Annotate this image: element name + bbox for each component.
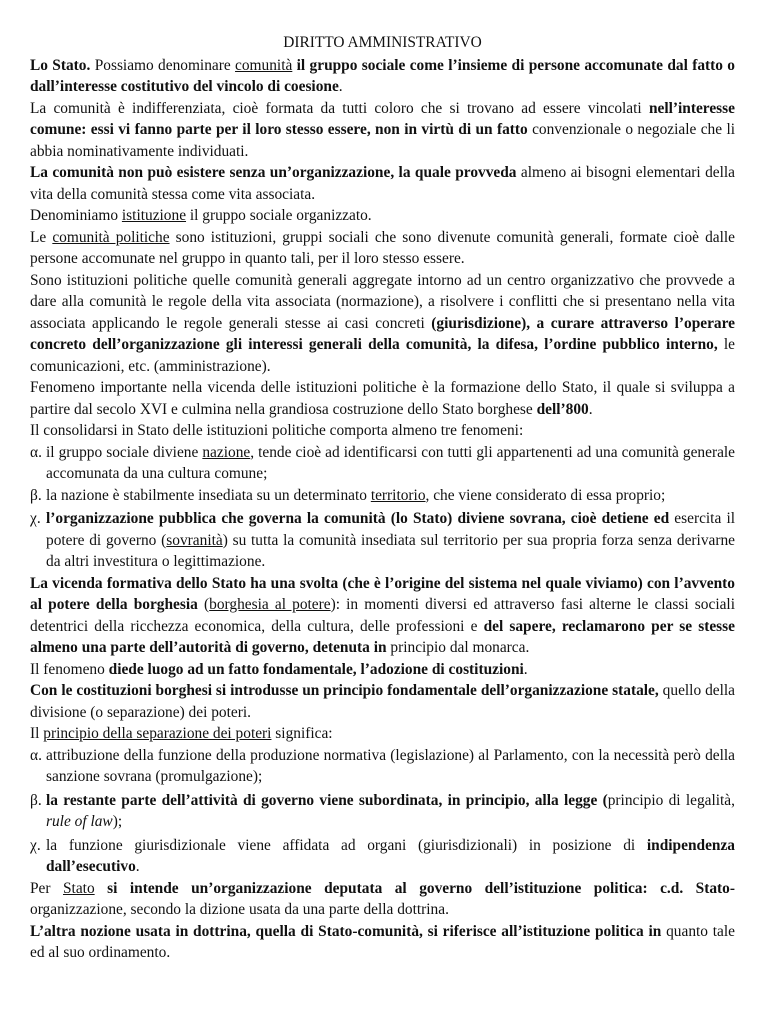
list-item-text [46, 485, 735, 507]
list-item-text [46, 442, 735, 485]
bold-run: Con le costituzioni borghesi si introdusse un principio fondamentale dell’organizzazione statale, [30, 682, 659, 699]
text-run: organizzazione, secondo la dizione usata da una parte della dottrina. [30, 901, 449, 918]
paragraph-costituzioni [30, 659, 735, 681]
paragraph-istituzione [30, 205, 735, 227]
text-run: Il [30, 725, 44, 742]
list-item-text [46, 835, 735, 878]
text-run: Fenomeno importante nella vicenda delle istituzioni politiche è la formazione dello Stato, il quale si sviluppa a partire dal secolo XVI e culmina nella grandiosa costruzione dello Stato borghese [30, 379, 735, 418]
list-item [30, 508, 735, 573]
list-marker: χ. [30, 510, 41, 527]
text-run: quanto tale ed al suo ordinamento. [30, 922, 735, 961]
text-run: principio di legalità, [607, 791, 735, 809]
underlined-term: principio della separazione dei poteri [43, 725, 272, 742]
paragraph-stato-comunita [30, 921, 735, 964]
list-item [30, 835, 735, 878]
text-run: Le [30, 228, 53, 246]
paragraph-stato-organizzazione [30, 878, 735, 921]
text-run: ); [112, 813, 123, 830]
bold-run: l’organizzazione pubblica che governa la comunità (lo Stato) diviene sovrana, cioè detiene ed [46, 510, 670, 527]
text-run: esercita il potere di governo ( [46, 510, 735, 549]
text-run: . [523, 660, 528, 678]
text-run: ( [197, 596, 210, 613]
underlined-term: Stato [63, 879, 95, 897]
paragraph-principio-separazione [30, 723, 735, 745]
list-item-text [46, 790, 735, 833]
text-run: la nazione è stabilmente insediata su un determinato [46, 486, 371, 504]
text-run: , tende cioè ad identificarsi con tutti gli appartenenti ad una comunità generale accomunata da una cultura comune; [46, 443, 736, 482]
list-marker: α. [30, 746, 42, 764]
underlined-term: territorio [370, 486, 426, 504]
bold-run: dell’800 [536, 400, 589, 418]
paragraph-formazione-stato [30, 377, 735, 420]
underlined-term: comunità [235, 56, 293, 74]
list-item [30, 745, 735, 788]
bold-run: del sapere, reclamarono per se stesse almeno una parte dell’autorità di governo, detenuta in [30, 617, 735, 656]
list-item [30, 790, 735, 833]
bold-run: L’altra nozione usata in dottrina, quella di Stato-comunità, si riferisce all’istituzione politica in [30, 922, 662, 940]
bold-run: si intende un’organizzazione deputata al governo dell’istituzione politica: c.d. Stato- [94, 879, 735, 897]
underlined-term: comunità politiche [52, 228, 170, 246]
list-fenomeni [30, 442, 735, 573]
text-run: la funzione giurisdizionale viene affidata ad organi (giurisdizionali) in posizione di [46, 836, 647, 854]
text-run: convenzionale o negoziale che li abbia nominativamente individuati. [30, 121, 735, 160]
list-item [30, 485, 735, 507]
text-run: il gruppo sociale organizzato. [186, 207, 372, 224]
bold-run: La vicenda formativa dello Stato ha una svolta (che è l’origine del sistema nel quale viviamo) con l’avvento al potere della borghesia [30, 574, 735, 613]
text-run: sono istituzioni, gruppi sociali che sono divenute comunità generali, formate cioè dalle persone accomunate nel gruppo in quanto tali, per il loro stesso essere. [30, 228, 735, 267]
text-run: significa: [271, 725, 333, 742]
text-run: Denominiamo [30, 207, 122, 224]
text-run: ) su tutta la comunità insediata sul territorio per sua propria forza senza derivarne da altri investitura o legittimazione. [46, 531, 736, 570]
text-run: principio dal monarca. [386, 639, 530, 656]
list-item-text: attribuzione della funzione della produzione normativa (legislazione) al Parlamento, con la necessità però della sanzione sovrana (promulgazione); [46, 746, 735, 785]
text-run: Per [30, 879, 63, 897]
underlined-term: sovranità [166, 531, 223, 549]
text-run: le comunicazioni, etc. (amministrazione). [30, 336, 735, 375]
text-run: ): in momenti diversi ed attraverso fasi alterne le classi sociali detentrici della ricchezza economica, della cultura, delle professioni e [30, 596, 735, 635]
document-title: DIRITTO AMMINISTRATIVO [283, 34, 482, 51]
paragraph-divisione-poteri [30, 680, 735, 723]
italic-term: rule of law [46, 813, 113, 830]
list-separazione [30, 745, 735, 878]
bold-run: indipendenza dall’esecutivo [46, 836, 735, 875]
list-marker: χ. [30, 836, 41, 854]
underlined-term: borghesia al potere [209, 596, 331, 613]
bold-run: la restante parte dell’attività di governo viene subordinata, in principio, alla legge ( [46, 791, 608, 809]
section-heading: Lo Stato. [30, 56, 91, 74]
paragraph-comunita-politiche [30, 227, 735, 270]
text-run: Sono istituzioni politiche quelle comunità generali aggregate intorno ad un centro organizzativo che provvede a dare alla comunità le regole della vita associata (normazione), a risolvere i conflitti che si presentano nella vita associata applicando le regole generali stesse ai casi concreti [30, 271, 735, 332]
text-run: . [338, 78, 343, 95]
paragraph-organizzazione [30, 162, 735, 205]
text-run: il gruppo sociale diviene [46, 443, 203, 461]
text-run: Il fenomeno [30, 660, 109, 678]
paragraph-comunita-indifferenziata [30, 98, 735, 163]
list-item [30, 442, 735, 485]
bold-run: (giurisdizione), a curare attraverso l’operare concreto dell’organizzazione gli interessi generali della comunità, la difesa, l’ordine pubblico interno, [30, 314, 735, 353]
text-run: , che viene considerato di essa proprio; [425, 486, 666, 504]
paragraph-istituzioni-politiche [30, 270, 735, 378]
text-run: quello della divisione (o separazione) dei poteri. [30, 682, 736, 721]
bold-run: nell’interesse comune: essi vi fanno parte per il loro stesso essere, non in virtù di un fatto [30, 99, 735, 138]
list-marker: β. [30, 486, 42, 504]
text-run: almeno ai bisogni elementari della vita della comunità stessa come vita associata. [30, 164, 735, 203]
underlined-term: nazione [202, 443, 251, 461]
list-item-text [46, 508, 735, 573]
list-marker: α. [30, 443, 42, 461]
text-run: Possiamo denominare [90, 56, 236, 74]
text-run: . [135, 858, 140, 875]
list-marker: β. [30, 791, 42, 809]
text-run: La comunità è indifferenziata, cioè formata da tutti coloro che si trovano ad essere vincolati [30, 99, 649, 117]
bold-run: il gruppo sociale come l’insieme di persone accomunate dal fatto o dall’interesse costitutivo del vincolo di coesione [30, 56, 736, 95]
paragraph-lo-stato [30, 55, 735, 98]
bold-run: La comunità non può esistere senza un’organizzazione, la quale provveda [30, 164, 517, 181]
text-run: . [588, 400, 593, 418]
bold-run: diede luogo ad un fatto fondamentale, l’adozione di costituzioni [108, 660, 524, 678]
paragraph-tre-fenomeni: Il consolidarsi in Stato delle istituzioni politiche comporta almeno tre fenomeni: [30, 422, 524, 439]
underlined-term: istituzione [121, 207, 187, 224]
paragraph-borghesia [30, 573, 735, 659]
